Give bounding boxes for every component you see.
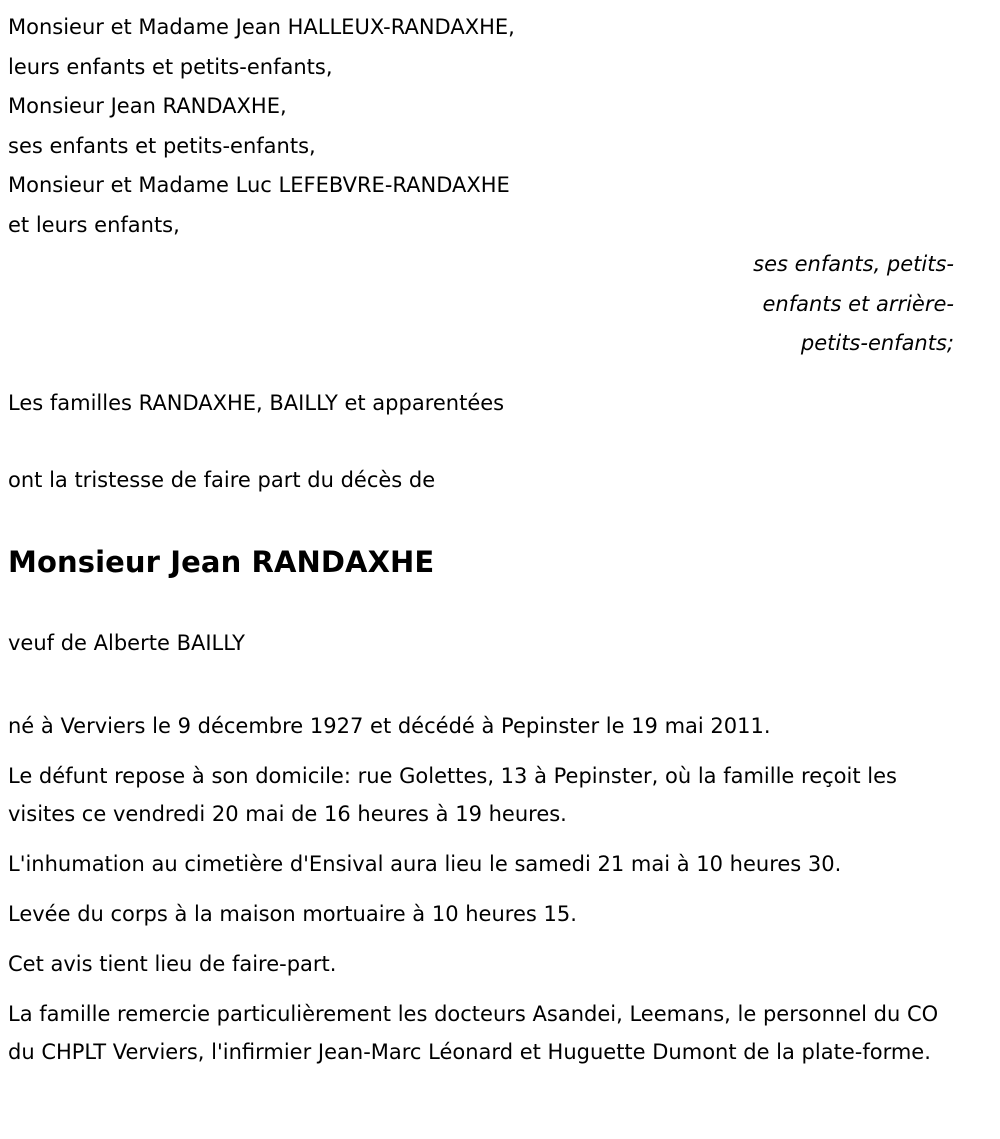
notice-body <box>8 663 962 1071</box>
announcer-line: Monsieur et Madame Jean HALLEUX-RANDAXHE, <box>8 15 515 39</box>
announcers-list <box>8 8 962 245</box>
families-line: Les familles RANDAXHE, BAILLY et apparentées <box>8 390 505 415</box>
spouse-line: veuf de Alberte BAILLY <box>8 630 245 655</box>
announcer-line: Monsieur Jean RANDAXHE, <box>8 94 287 118</box>
notice-paragraph-birth-death: né à Verviers le 9 décembre 1927 et décédé à Pepinster le 19 mai 2011. <box>8 714 771 738</box>
notice-paragraph-body-removal: Levée du corps à la maison mortuaire à 10 heures 15. <box>8 902 577 926</box>
deceased-name-heading: Monsieur Jean RANDAXHE <box>8 544 435 579</box>
announcer-line: et leurs enfants, <box>8 212 180 237</box>
notice-paragraph-thanks: La famille remercie particulièrement les docteurs Asandei, Leemans, le personnel du CO du CHPLT Verviers, l'infirmier Jean-Marc Léonard et Huguette Dumont de la plate-forme. <box>8 1002 939 1064</box>
announcement-intro-line: ont la tristesse de faire part du décès de <box>8 468 436 492</box>
announcer-line: leurs enfants et petits-enfants, <box>8 54 333 79</box>
notice-paragraph-faire-part: Cet avis tient lieu de faire-part. <box>8 952 337 976</box>
relationship-qualifier-text: ses enfants, petits-enfants et arrière-petits-enfants; <box>753 252 954 355</box>
notice-paragraph-burial: L'inhumation au cimetière d'Ensival aura lieu le samedi 21 mai à 10 heures 30. <box>8 852 842 876</box>
relationship-qualifier <box>8 245 962 364</box>
announcer-line: Monsieur et Madame Luc LEFEBVRE-RANDAXHE <box>8 173 510 197</box>
notice-paragraph-visitation: Le défunt repose à son domicile: rue Golettes, 13 à Pepinster, où la famille reçoit les visites ce vendredi 20 mai de 16 heures à 19 heures. <box>8 764 897 826</box>
announcer-line: ses enfants et petits-enfants, <box>8 133 316 158</box>
